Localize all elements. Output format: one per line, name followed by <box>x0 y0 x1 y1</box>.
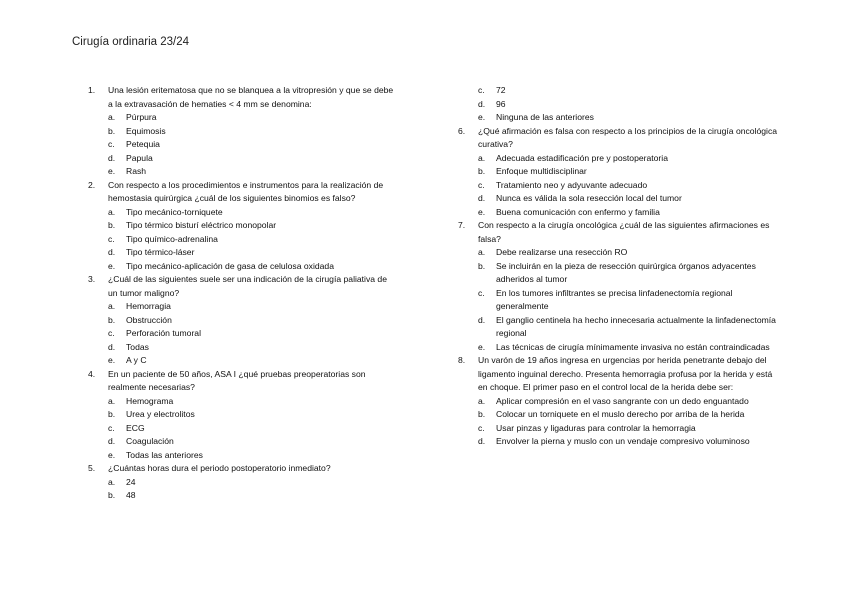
question-number: 3. <box>88 274 96 284</box>
option-text: Enfoque multidisciplinar <box>496 166 587 176</box>
option-letter: b. <box>108 490 116 500</box>
option <box>88 341 398 355</box>
question-6 <box>458 125 778 152</box>
question-7 <box>458 219 778 246</box>
option-letter: e. <box>478 112 486 122</box>
option <box>88 111 398 125</box>
option <box>458 260 778 287</box>
question-number: 5. <box>88 463 96 473</box>
option-text: Púrpura <box>126 112 157 122</box>
option-letter: e. <box>108 166 116 176</box>
question-5 <box>88 462 398 476</box>
option-letter: b. <box>478 260 486 271</box>
option <box>88 489 398 503</box>
option <box>88 476 398 490</box>
question-number: 6. <box>458 125 466 136</box>
option-letter: b. <box>108 220 116 230</box>
option-text: Hemorragia <box>126 301 171 311</box>
option-text: Nunca es válida la sola resección local del tumor <box>496 193 682 203</box>
option-text: Las técnicas de cirugía mínimamente invasiva no están contraindicadas <box>496 341 770 352</box>
question-8 <box>458 354 778 395</box>
option-text: En los tumores infiltrantes se precisa linfadenectomía regional generalmente <box>496 287 733 311</box>
question-4 <box>88 368 398 395</box>
option <box>88 260 398 274</box>
question-text: Con respecto a los procedimientos e instrumentos para la realización de hemostasia quirúrgica ¿cuál de los siguientes binomios es falso? <box>108 179 384 203</box>
option <box>88 138 398 152</box>
option-letter: a. <box>108 395 116 406</box>
option <box>88 395 398 409</box>
question-text: Con respecto a la cirugía oncológica ¿cuál de las siguientes afirmaciones es falsa? <box>478 220 770 244</box>
option-text: Perforación tumoral <box>126 328 201 338</box>
option-letter: c. <box>478 85 485 95</box>
option <box>88 449 398 463</box>
option <box>458 165 778 179</box>
option <box>458 206 778 220</box>
option-text: Colocar un torniquete en el muslo derecho por arriba de la herida <box>496 409 745 419</box>
option-letter: c. <box>108 328 115 338</box>
option-text: Equimosis <box>126 125 166 136</box>
option-letter: a. <box>478 395 486 406</box>
option-letter: d. <box>108 436 116 446</box>
option-letter: d. <box>478 98 486 109</box>
option <box>88 233 398 247</box>
option <box>88 408 398 422</box>
option-text: El ganglio centinela ha hecho innecesaria actualmente la linfadenectomía regional <box>496 314 776 338</box>
option-letter: a. <box>478 247 486 257</box>
option <box>88 206 398 220</box>
option-text: Tipo térmico-láser <box>126 247 195 257</box>
option-text: Tipo mecánico-torniquete <box>126 206 223 217</box>
option <box>458 84 778 98</box>
option <box>88 354 398 368</box>
question-text: En un paciente de 50 años, ASA I ¿qué pruebas preoperatorias son realmente necesarias? <box>108 368 366 392</box>
option-letter: b. <box>108 409 116 419</box>
option <box>458 341 778 355</box>
option-letter: c. <box>108 422 115 433</box>
option-letter: d. <box>478 436 486 446</box>
option-letter: c. <box>478 422 485 433</box>
option <box>88 125 398 139</box>
left-column <box>88 84 398 503</box>
question-text: ¿Cuál de las siguientes suele ser una indicación de la cirugía paliativa de un tumor maligno? <box>108 274 387 298</box>
option <box>458 192 778 206</box>
option-text: Tipo térmico bisturí eléctrico monopolar <box>126 220 277 230</box>
option-letter: e. <box>108 355 116 365</box>
option <box>458 395 778 409</box>
option-letter: e. <box>478 206 486 217</box>
option-text: Envolver la pierna y muslo con un vendaje compresivo voluminoso <box>496 436 750 446</box>
option <box>88 327 398 341</box>
question-number: 2. <box>88 179 96 190</box>
question-1 <box>88 84 398 111</box>
option <box>88 219 398 233</box>
option-text: Todas las anteriores <box>126 449 203 460</box>
option-letter: b. <box>478 409 486 419</box>
option <box>458 287 778 314</box>
option <box>88 435 398 449</box>
option-letter: a. <box>108 301 116 311</box>
question-number: 8. <box>458 355 466 365</box>
option-text: 72 <box>496 85 506 95</box>
option-text: Buena comunicación con enfermo y familia <box>496 206 660 217</box>
question-2 <box>88 179 398 206</box>
option <box>458 435 778 449</box>
option-text: Petequia <box>126 139 160 149</box>
option <box>458 98 778 112</box>
option-text: Coagulación <box>126 436 174 446</box>
option-text: Todas <box>126 341 149 352</box>
option <box>458 179 778 193</box>
option-text: Tratamiento neo y adyuvante adecuado <box>496 179 648 190</box>
option-letter: c. <box>478 287 485 298</box>
option <box>88 314 398 328</box>
option-text: Tipo químico-adrenalina <box>126 233 218 244</box>
option-text: Usar pinzas y ligaduras para controlar la hemorragia <box>496 422 696 433</box>
question-number: 1. <box>88 85 96 95</box>
option <box>458 422 778 436</box>
right-column <box>458 84 778 449</box>
option <box>88 246 398 260</box>
option-text: Rash <box>126 166 147 176</box>
option-text: Debe realizarse una resección RO <box>496 247 628 257</box>
option-letter: e. <box>478 341 486 352</box>
question-text: ¿Qué afirmación es falsa con respecto a los principios de la cirugía oncológica curativa? <box>478 125 778 149</box>
option-letter: b. <box>108 125 116 136</box>
option-letter: d. <box>108 152 116 163</box>
option-letter: a. <box>108 112 116 122</box>
option-text: Ninguna de las anteriores <box>496 112 594 122</box>
option-text: A y C <box>126 355 147 365</box>
option-text: Obstrucción <box>126 314 172 325</box>
question-text: Un varón de 19 años ingresa en urgencias por herida penetrante debajo del ligamento inguinal derecho. Presenta hemorragia profusa por la herida y está en choque. El primer paso en el control local de la herida debe ser: <box>478 355 773 392</box>
option-letter: e. <box>108 449 116 460</box>
option-letter: a. <box>108 476 116 487</box>
option <box>458 111 778 125</box>
question-text: ¿Cuántas horas dura el periodo postoperatorio inmediato? <box>108 463 331 473</box>
option-text: Tipo mecánico-aplicación de gasa de celulosa oxidada <box>126 260 334 271</box>
option <box>88 152 398 166</box>
option-text: Hemograma <box>126 395 174 406</box>
option-text: ECG <box>126 422 145 433</box>
option-letter: c. <box>108 233 115 244</box>
option-letter: d. <box>478 193 486 203</box>
option-text: Se incluirán en la pieza de resección quirúrgica órganos adyacentes adheridos al tumor <box>496 260 756 284</box>
page-title: Cirugía ordinaria 23/24 <box>72 36 189 48</box>
option-text: Adecuada estadificación pre y postoperatoria <box>496 152 668 163</box>
option-text: 48 <box>126 490 136 500</box>
question-number: 7. <box>458 220 466 230</box>
option-letter: a. <box>478 152 486 163</box>
option <box>458 314 778 341</box>
question-text: Una lesión eritematosa que no se blanquea a la vitropresión y que se debe a la extravasación de hematies < 4 mm se denomina: <box>108 85 394 109</box>
option-letter: c. <box>478 179 485 190</box>
question-3 <box>88 273 398 300</box>
option <box>88 165 398 179</box>
option-text: Papula <box>126 152 153 163</box>
option-letter: e. <box>108 260 116 271</box>
option-letter: c. <box>108 139 115 149</box>
question-number: 4. <box>88 368 96 379</box>
option <box>458 246 778 260</box>
option-letter: d. <box>108 341 116 352</box>
option-text: Aplicar compresión en el vaso sangrante con un dedo enguantado <box>496 395 749 406</box>
option-letter: d. <box>108 247 116 257</box>
option-letter: b. <box>108 314 116 325</box>
option-letter: a. <box>108 206 116 217</box>
option-text: 24 <box>126 476 136 487</box>
option <box>458 408 778 422</box>
option-letter: d. <box>478 314 486 325</box>
option-text: 96 <box>496 98 506 109</box>
option <box>88 300 398 314</box>
option <box>88 422 398 436</box>
option <box>458 152 778 166</box>
option-text: Urea y electrolitos <box>126 409 195 419</box>
option-letter: b. <box>478 166 486 176</box>
